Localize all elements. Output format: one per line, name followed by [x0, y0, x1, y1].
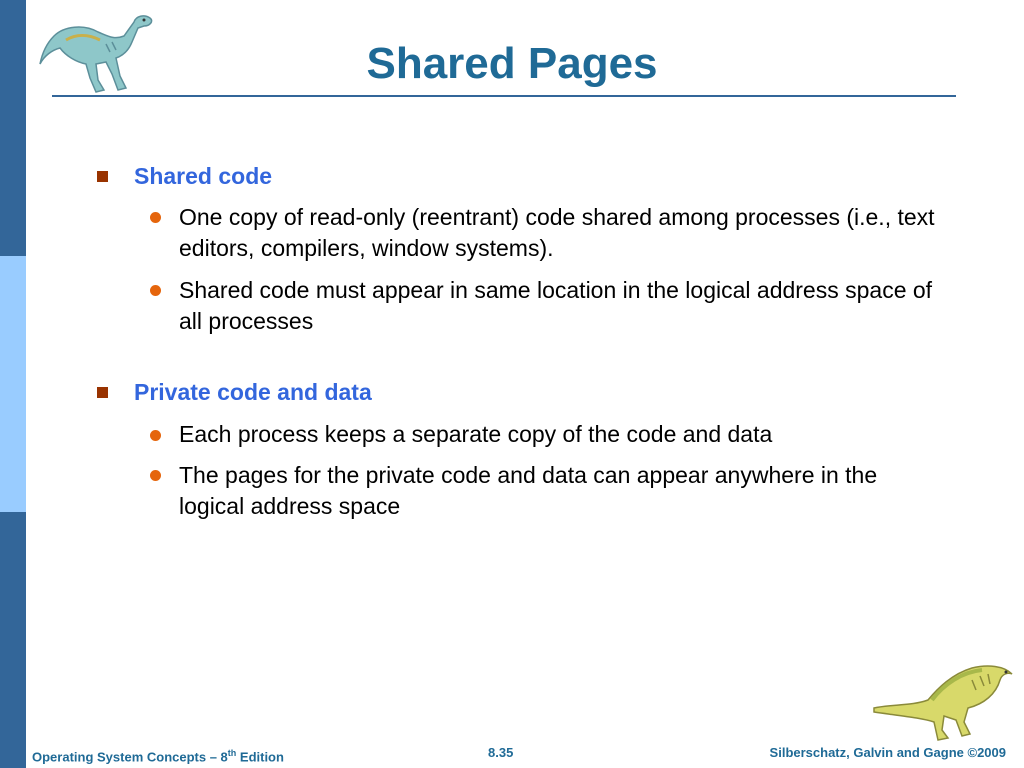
- round-bullet-icon: [150, 430, 161, 441]
- footer-slide-number: 8.35: [488, 745, 514, 760]
- square-bullet-icon: [97, 387, 108, 398]
- footer-book-title: [32, 744, 284, 766]
- dinosaur-icon: [872, 660, 1018, 742]
- section-heading-shared-code: Shared code: [134, 163, 273, 189]
- section-heading-private-code: Private code and data: [134, 379, 372, 405]
- round-bullet-icon: [150, 285, 161, 296]
- footer-edition-text: Edition: [236, 749, 284, 765]
- list-item: Shared code must appear in same location in the logical address space of all processes: [179, 277, 933, 334]
- footer-superscript: th: [227, 748, 237, 758]
- round-bullet-icon: [150, 470, 161, 481]
- list-item: The pages for the private code and data can appear anywhere in the logical address space: [179, 462, 878, 519]
- side-bar-middle: [0, 256, 26, 512]
- footer-copyright: Silberschatz, Galvin and Gagne ©2009: [769, 745, 1006, 760]
- footer-book-title-text: Operating System Concepts – 8: [32, 749, 228, 765]
- list-item: Each process keeps a separate copy of the code and data: [179, 421, 773, 447]
- title-divider: [52, 95, 956, 97]
- side-bar-bottom: [0, 512, 26, 768]
- square-bullet-icon: [97, 171, 108, 182]
- round-bullet-icon: [150, 212, 161, 223]
- slide-title: Shared Pages: [366, 39, 658, 88]
- list-item: One copy of read-only (reentrant) code shared among processes (i.e., text editors, compilers, window systems).: [179, 204, 935, 261]
